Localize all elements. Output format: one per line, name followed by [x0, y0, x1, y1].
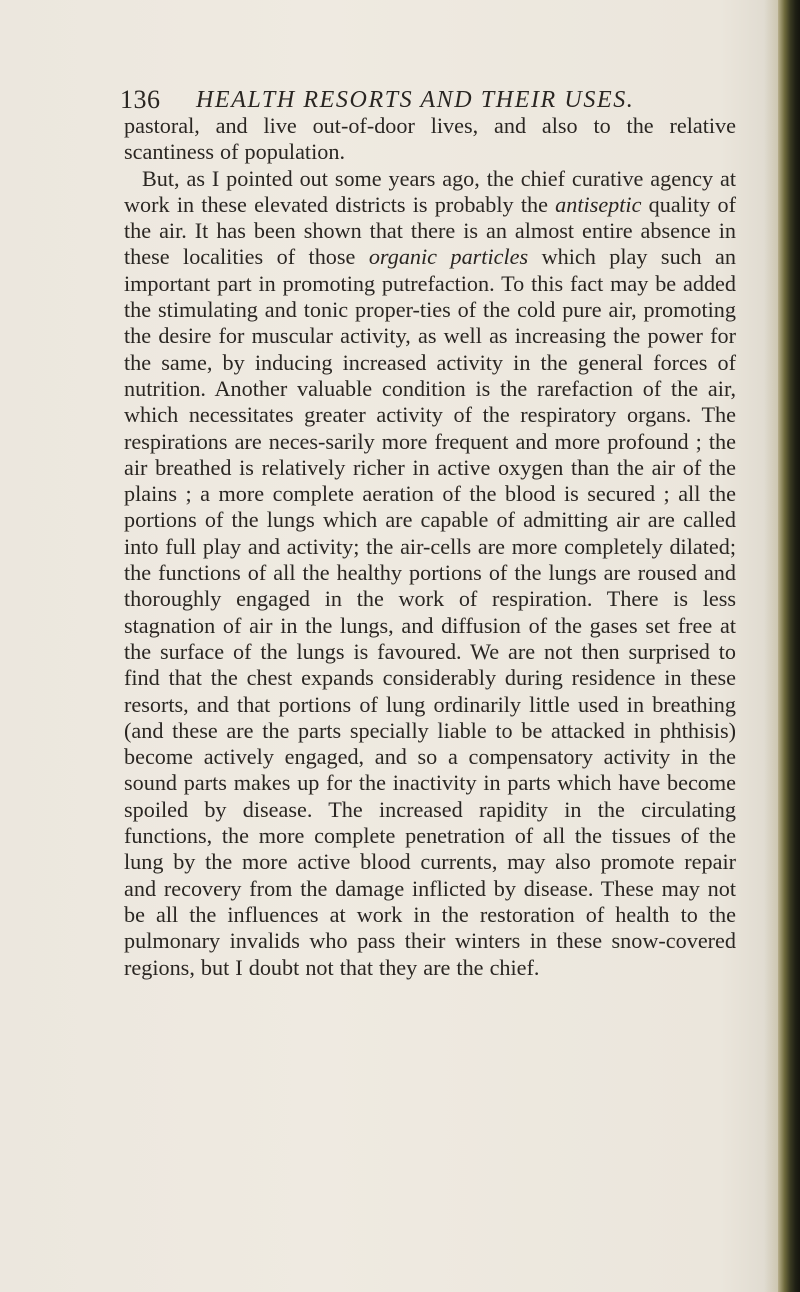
paragraph-2-part-1: But, as I pointed out some years ago, the chief curative agency at work in these elevated districts is probably the [124, 165, 736, 217]
italic-organic-particles: organic particles [368, 244, 529, 270]
paragraph-2-part-2: quality of the air. It has been shown that there is an almost entire absence in these localities of those [124, 191, 737, 270]
italic-antiseptic: antiseptic [555, 191, 642, 217]
binding-shadow [764, 0, 778, 1292]
book-binding-edge [778, 0, 800, 1292]
paragraph-2 [124, 166, 736, 981]
page-number: 136 [120, 85, 161, 114]
running-title: HEALTH RESORTS AND THEIR USES. [196, 87, 635, 113]
paragraph-1: pastoral, and live out-of-door lives, and also to the relative scantiness of population. [124, 113, 736, 165]
body-text [124, 113, 736, 981]
paragraph-2-part-3: which play such an important part in promoting putrefaction. To this fact may be added the stimulating and tonic proper-ties of the cold pure air, promoting the desire for muscular activity, as well as increasing the power for the same, by inducing increased activity in the general forces of nutrition. Another valuable condition is the rarefaction of the air, which necessitates greater activity of the respiratory organs. The respirations are neces-sarily more frequent and more profound ; the air breathed is relatively richer in active oxygen than the air of the plains ; a more complete aeration of the blood is secured ; all the portions of the lungs which are capable of admitting air are called into full play and activity; the air-cells are more completely dilated; the functions of all the healthy portions of the lungs are roused and thoroughly engaged in the work of respiration. There is less stagnation of air in the lungs, and diffusion of the gases set free at the surface of the lungs is favoured. We are not then surprised to find that the chest expands considerably during residence in these resorts, and that portions of lung ordinarily little used in breathing (and these are the parts specially liable to be attacked in phthisis) become actively engaged, and so a compensatory activity in the sound parts makes up for the inactivity in parts which have become spoiled by disease. The increased rapidity in the circulating functions, the more complete penetration of all the tissues of the lung by the more active blood currents, may also promote repair and recovery from the damage inflicted by disease. These may not be all the influences at work in the restoration of health to the pulmonary invalids who pass their winters in these snow-covered regions, but I doubt not that they are the chief. [124, 244, 737, 980]
